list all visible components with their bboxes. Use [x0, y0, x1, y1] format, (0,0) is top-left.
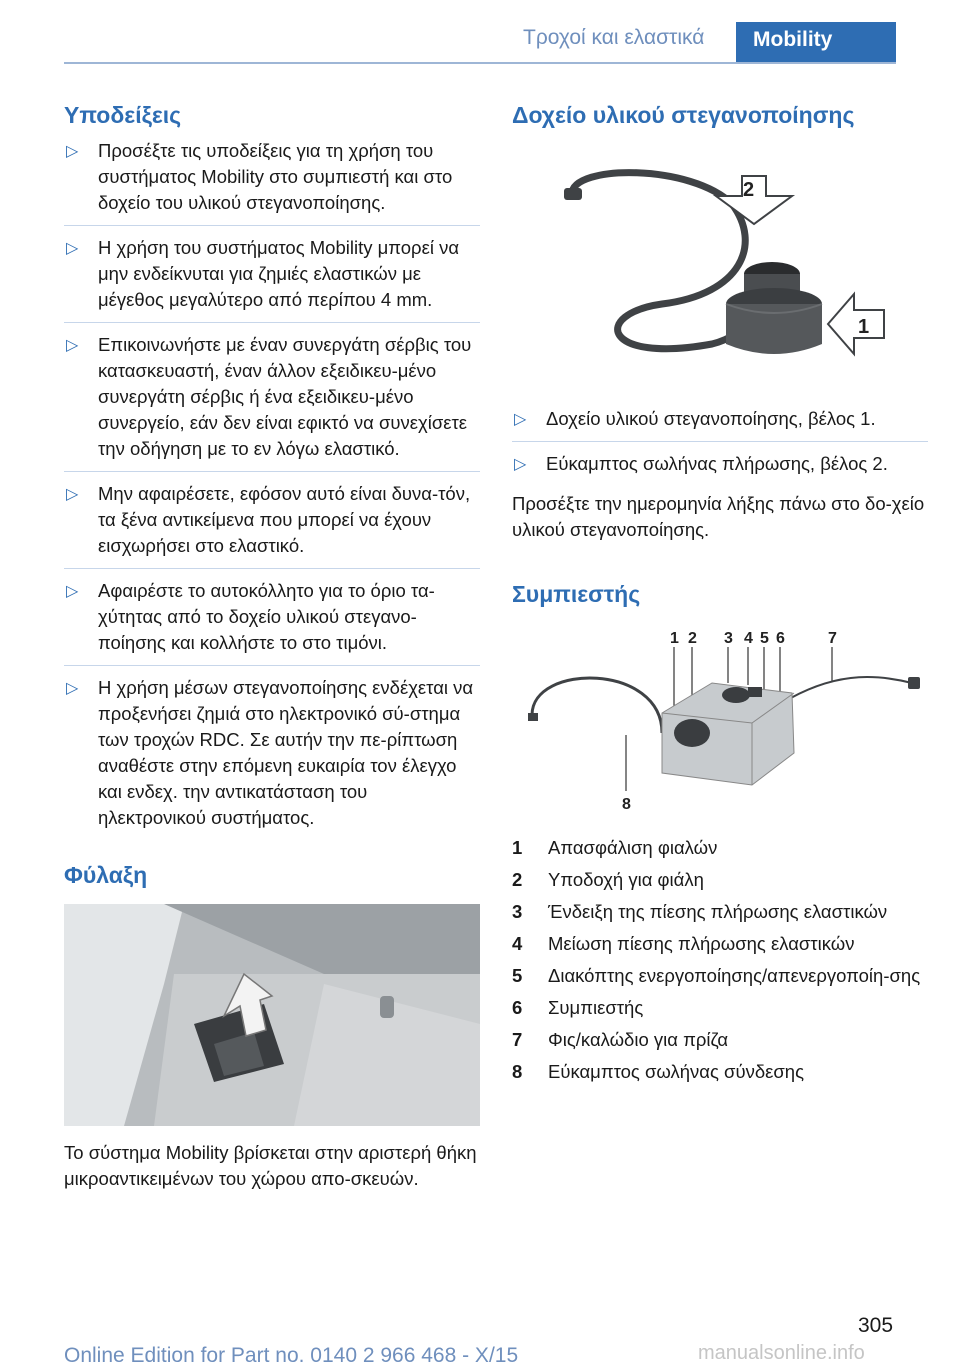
figure-label: 1	[858, 316, 870, 338]
legend-number: 5	[512, 965, 523, 986]
list-item	[64, 481, 480, 569]
legend-text: Απασφάλιση φιαλών	[548, 837, 718, 858]
legend-item	[512, 835, 928, 861]
legend-number: 3	[512, 901, 523, 922]
sealant-container-figure	[512, 144, 928, 376]
list-item-text: Εύκαμπτος σωλήνας πλήρωσης, βέλος 2.	[546, 453, 888, 474]
list-item	[512, 406, 928, 442]
chapter-tab: Mobility	[736, 22, 896, 62]
triangle-bullet-icon: ▷	[66, 143, 79, 160]
compressor-legend	[512, 835, 928, 1085]
hints-list	[64, 138, 480, 840]
triangle-bullet-icon: ▷	[66, 240, 79, 257]
figure-label: 3	[724, 630, 733, 647]
figure-label: 4	[744, 630, 753, 647]
storage-photo	[64, 904, 480, 1126]
list-item	[64, 332, 480, 472]
list-item-text: Η χρήση μέσων στεγανοποίησης ενδέχεται να προξενήσει ζημιά στο ηλεκτρονικό σύ-στημα των τροχών RDC. Σε αυτήν την πε-ρίπτωση αναθέστε στην επόμενη ευκαιρία τον έλεγχο και ενδεχ. την αντικατάσταση του ηλεκτρονικού συστήματος.	[98, 677, 474, 828]
legend-item	[512, 931, 928, 957]
compressor-figure	[512, 623, 928, 823]
legend-number: 1	[512, 837, 523, 858]
right-column	[512, 100, 928, 1091]
container-note: Προσέξτε την ημερομηνία λήξης πάνω στο δο-χείο υλικού στεγανοποίησης.	[512, 493, 925, 540]
list-item-text: Προσέξτε τις υποδείξεις για τη χρήση του συστήματος Mobility στο συμπιεστή και στο δοχείο του υλικού στεγανοποίησης.	[98, 140, 453, 213]
legend-text: Υποδοχή για φιάλη	[548, 869, 704, 890]
list-item-text: Μην αφαιρέσετε, εφόσον αυτό είναι δυνα-τόν, τα ξένα αντικείμενα που μπορεί να έχουν εισχωρήσει στο ελαστικό.	[98, 483, 471, 556]
figure-label: 8	[622, 796, 631, 813]
page-number: 305	[858, 1314, 894, 1337]
legend-item	[512, 867, 928, 893]
legend-item	[512, 899, 928, 925]
list-item-text: Επικοινωνήστε με έναν συνεργάτη σέρβις του κατασκευαστή, έναν άλλον εξειδικευ-μένο συνεργάτη σέρβις ή ένα εξειδικευ-μένο συνεργείο, εάν δεν είναι εφικτό να συνεχίσετε την οδήγηση με το εν λόγω ελαστικό.	[98, 334, 472, 459]
legend-item	[512, 1059, 928, 1085]
legend-number: 7	[512, 1029, 523, 1050]
legend-item	[512, 963, 928, 989]
legend-item	[512, 1027, 928, 1053]
list-item	[64, 235, 480, 323]
legend-number: 8	[512, 1061, 523, 1082]
list-item-text: Αφαιρέστε το αυτοκόλλητο για το όριο τα-χύτητας από το δοχείο υλικού στεγανο-ποίησης και κολλήστε το στο τιμόνι.	[98, 580, 435, 653]
legend-text: Μείωση πίεσης πλήρωσης ελαστικών	[548, 933, 855, 954]
container-heading: Δοχείο υλικού στεγανοποίησης	[512, 102, 855, 128]
triangle-bullet-icon: ▷	[514, 411, 527, 428]
legend-number: 2	[512, 869, 523, 890]
triangle-bullet-icon: ▷	[66, 486, 79, 503]
legend-text: Διακόπτης ενεργοποίησης/απενεργοποίη-σης	[548, 965, 921, 986]
edition-footer: Online Edition for Part no. 0140 2 966 468 - X/15	[64, 1344, 519, 1362]
storage-text: Το σύστημα Mobility βρίσκεται στην αριστερή θήκη μικροαντικειμένων του χώρου απο-σκευών.	[64, 1142, 477, 1189]
legend-item	[512, 995, 928, 1021]
storage-heading: Φύλαξη	[64, 862, 148, 888]
legend-text: Ένδειξη της πίεσης πλήρωσης ελαστικών	[548, 901, 888, 922]
list-item-text: Δοχείο υλικού στεγανοποίησης, βέλος 1.	[546, 408, 876, 429]
section-title: Τροχοί και ελαστικά	[523, 26, 705, 49]
figure-label: 7	[828, 630, 837, 647]
figure-label: 6	[776, 630, 785, 647]
hints-heading: Υποδείξεις	[64, 102, 182, 128]
list-item-text: Η χρήση του συστήματος Mobility μπορεί να μην ενδείκνυται για ζημιές ελαστικών με μέγεθος μεγαλύτερο από περίπου 4 mm.	[98, 237, 460, 310]
figure-label: 2	[743, 179, 755, 201]
legend-number: 6	[512, 997, 523, 1018]
compressor-heading: Συμπιεστής	[512, 581, 641, 607]
list-item	[512, 451, 928, 486]
legend-text: Φις/καλώδιο για πρίζα	[548, 1029, 729, 1050]
watermark: manualsonline.info	[698, 1342, 865, 1362]
left-column	[64, 100, 480, 1192]
triangle-bullet-icon: ▷	[66, 583, 79, 600]
figure-label: 5	[760, 630, 769, 647]
list-item	[64, 578, 480, 666]
figure-label: 2	[688, 630, 697, 647]
header-divider	[64, 62, 896, 64]
list-item	[64, 138, 480, 226]
triangle-bullet-icon: ▷	[514, 456, 527, 473]
figure-label: 1	[670, 630, 679, 647]
container-list	[512, 406, 928, 486]
triangle-bullet-icon: ▷	[66, 337, 79, 354]
legend-number: 4	[512, 933, 523, 954]
list-item	[64, 675, 480, 840]
legend-text: Συμπιεστής	[548, 997, 644, 1018]
triangle-bullet-icon: ▷	[66, 680, 79, 697]
legend-text: Εύκαμπτος σωλήνας σύνδεσης	[548, 1061, 804, 1082]
